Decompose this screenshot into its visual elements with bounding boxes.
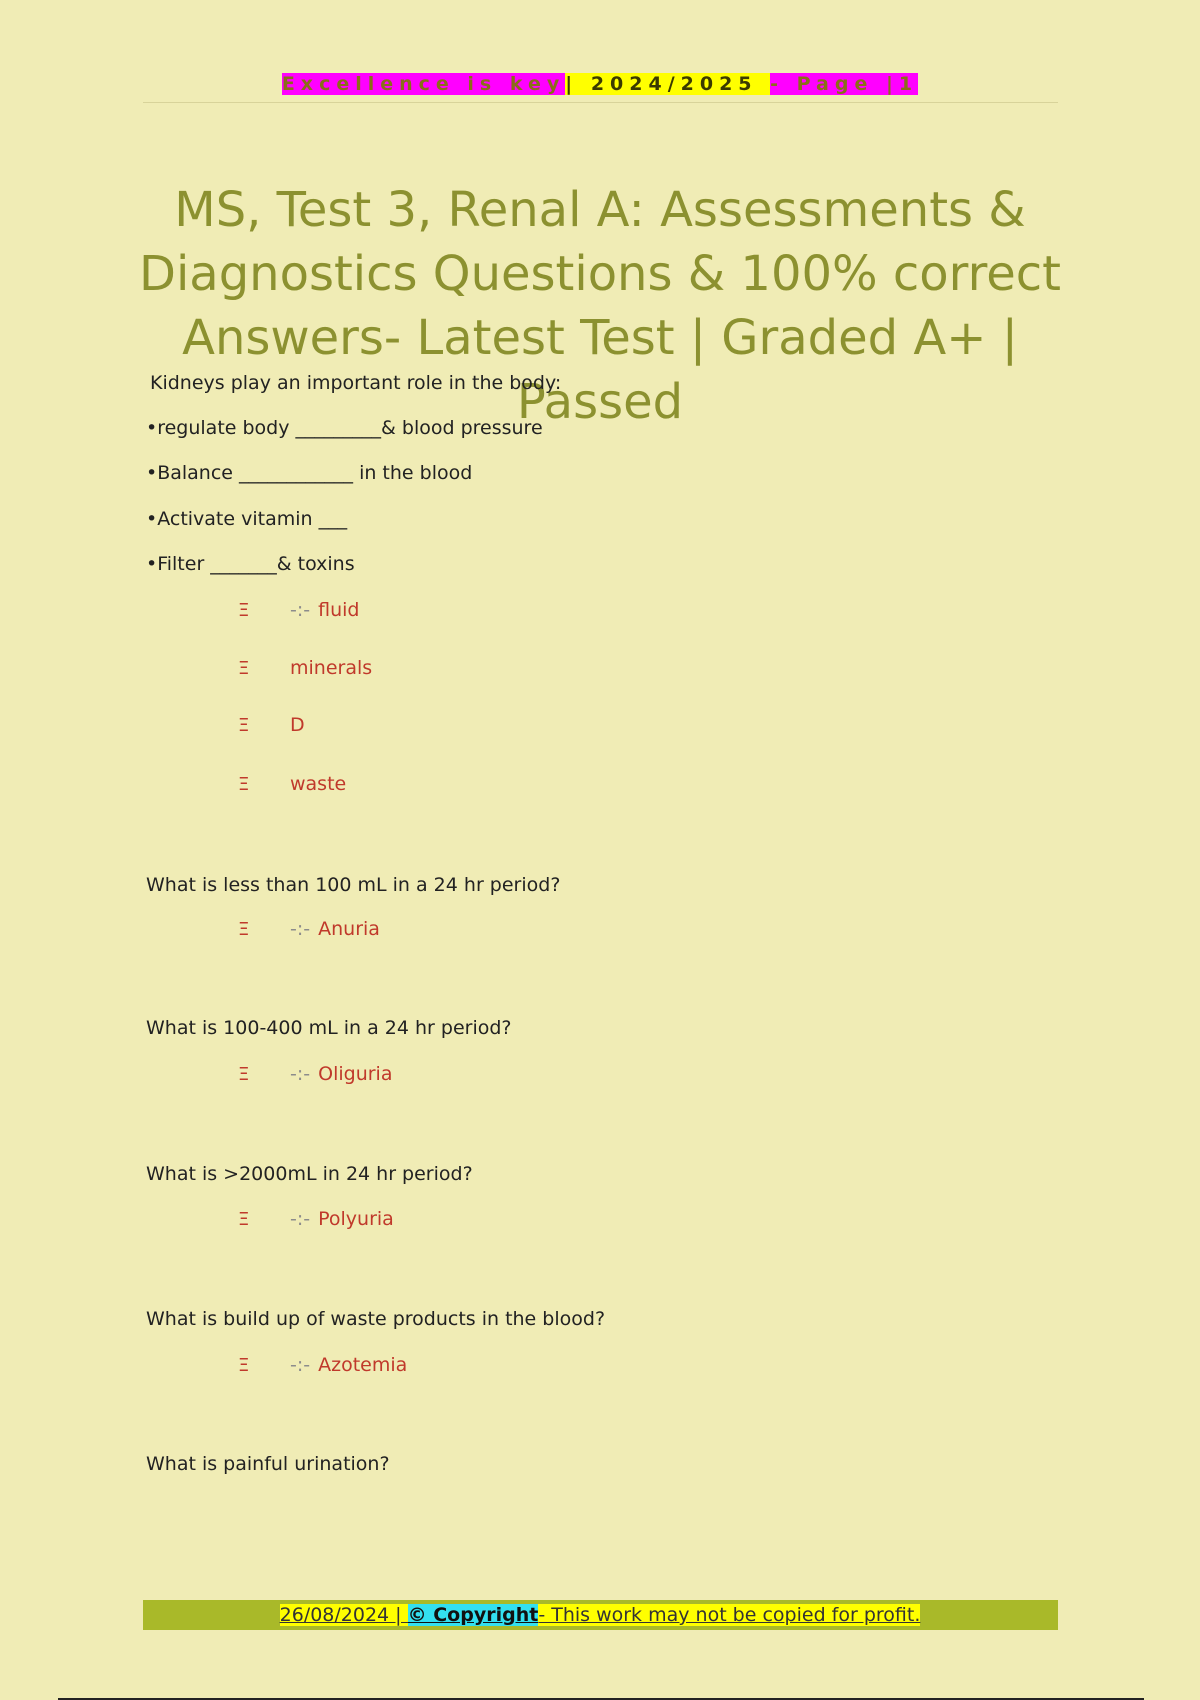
intro-lead: Kidneys play an important role in the body: <box>150 372 562 394</box>
question-text: What is painful urination? <box>146 1453 390 1475</box>
header-page-number: 1 <box>898 73 919 95</box>
question-text: What is >2000mL in 24 hr period? <box>146 1163 473 1185</box>
answer-prefix: -:- <box>290 599 311 621</box>
answer-prefix: -:- <box>290 918 311 940</box>
footer-date: 26/08/2024 | <box>279 1604 408 1626</box>
answer-item <box>238 657 372 679</box>
answer-prefix: -:- <box>290 1208 311 1230</box>
answer-item <box>238 1208 394 1230</box>
answer-item <box>238 599 359 621</box>
intro-line-3: •Activate vitamin ___ <box>146 508 348 530</box>
question-text: What is 100-400 mL in a 24 hr period? <box>146 1017 512 1039</box>
answer-text: fluid <box>318 599 360 621</box>
answer-bullet-icon: Ξ <box>238 1355 250 1376</box>
answer-item <box>238 1063 392 1085</box>
question-text: What is build up of waste products in the blood? <box>146 1308 606 1330</box>
answer-bullet-icon: Ξ <box>238 600 250 621</box>
footer-copyright-label: © Copyright <box>407 1604 539 1626</box>
header-year: 2024/2025 <box>578 73 771 95</box>
footer-copyright <box>0 1602 1200 1628</box>
question-text: What is less than 100 mL in a 24 hr period? <box>146 874 561 896</box>
answer-text: waste <box>290 773 347 795</box>
header-divider <box>143 102 1058 103</box>
answer-bullet-icon: Ξ <box>238 919 250 940</box>
answer-text: D <box>290 714 305 736</box>
header-separator: | <box>565 73 579 95</box>
answer-item <box>238 773 346 795</box>
answer-bullet-icon: Ξ <box>238 1064 250 1085</box>
header-page-label: - Page | <box>770 73 899 95</box>
page-header <box>0 70 1200 98</box>
answer-text: minerals <box>290 657 373 679</box>
answer-prefix: -:- <box>290 1063 311 1085</box>
header-tagline: Excellence is key <box>281 73 566 95</box>
answer-text: Oliguria <box>318 1063 393 1085</box>
answer-prefix: -:- <box>290 1354 311 1376</box>
document-title: MS, Test 3, Renal A: Assessments & Diagnostics Questions & 100% correct Answers- Latest Test | Graded A+ | Passed <box>139 182 1061 430</box>
footer-notice: - This work may not be copied for profit. <box>538 1604 921 1626</box>
answer-bullet-icon: Ξ <box>238 658 250 679</box>
intro-line-2: •Balance ____________ in the blood <box>146 462 473 484</box>
answer-text: Polyuria <box>318 1208 394 1230</box>
answer-bullet-icon: Ξ <box>238 1209 250 1230</box>
answer-text: Anuria <box>318 918 380 940</box>
answer-bullet-icon: Ξ <box>238 715 250 736</box>
answer-item <box>238 918 380 940</box>
answer-item <box>238 714 305 736</box>
answer-bullet-icon: Ξ <box>238 774 250 795</box>
answer-text: Azotemia <box>318 1354 408 1376</box>
intro-line-1: •regulate body _________& blood pressure <box>146 417 543 439</box>
intro-line-4: •Filter _______& toxins <box>146 553 355 575</box>
answer-item <box>238 1354 407 1376</box>
